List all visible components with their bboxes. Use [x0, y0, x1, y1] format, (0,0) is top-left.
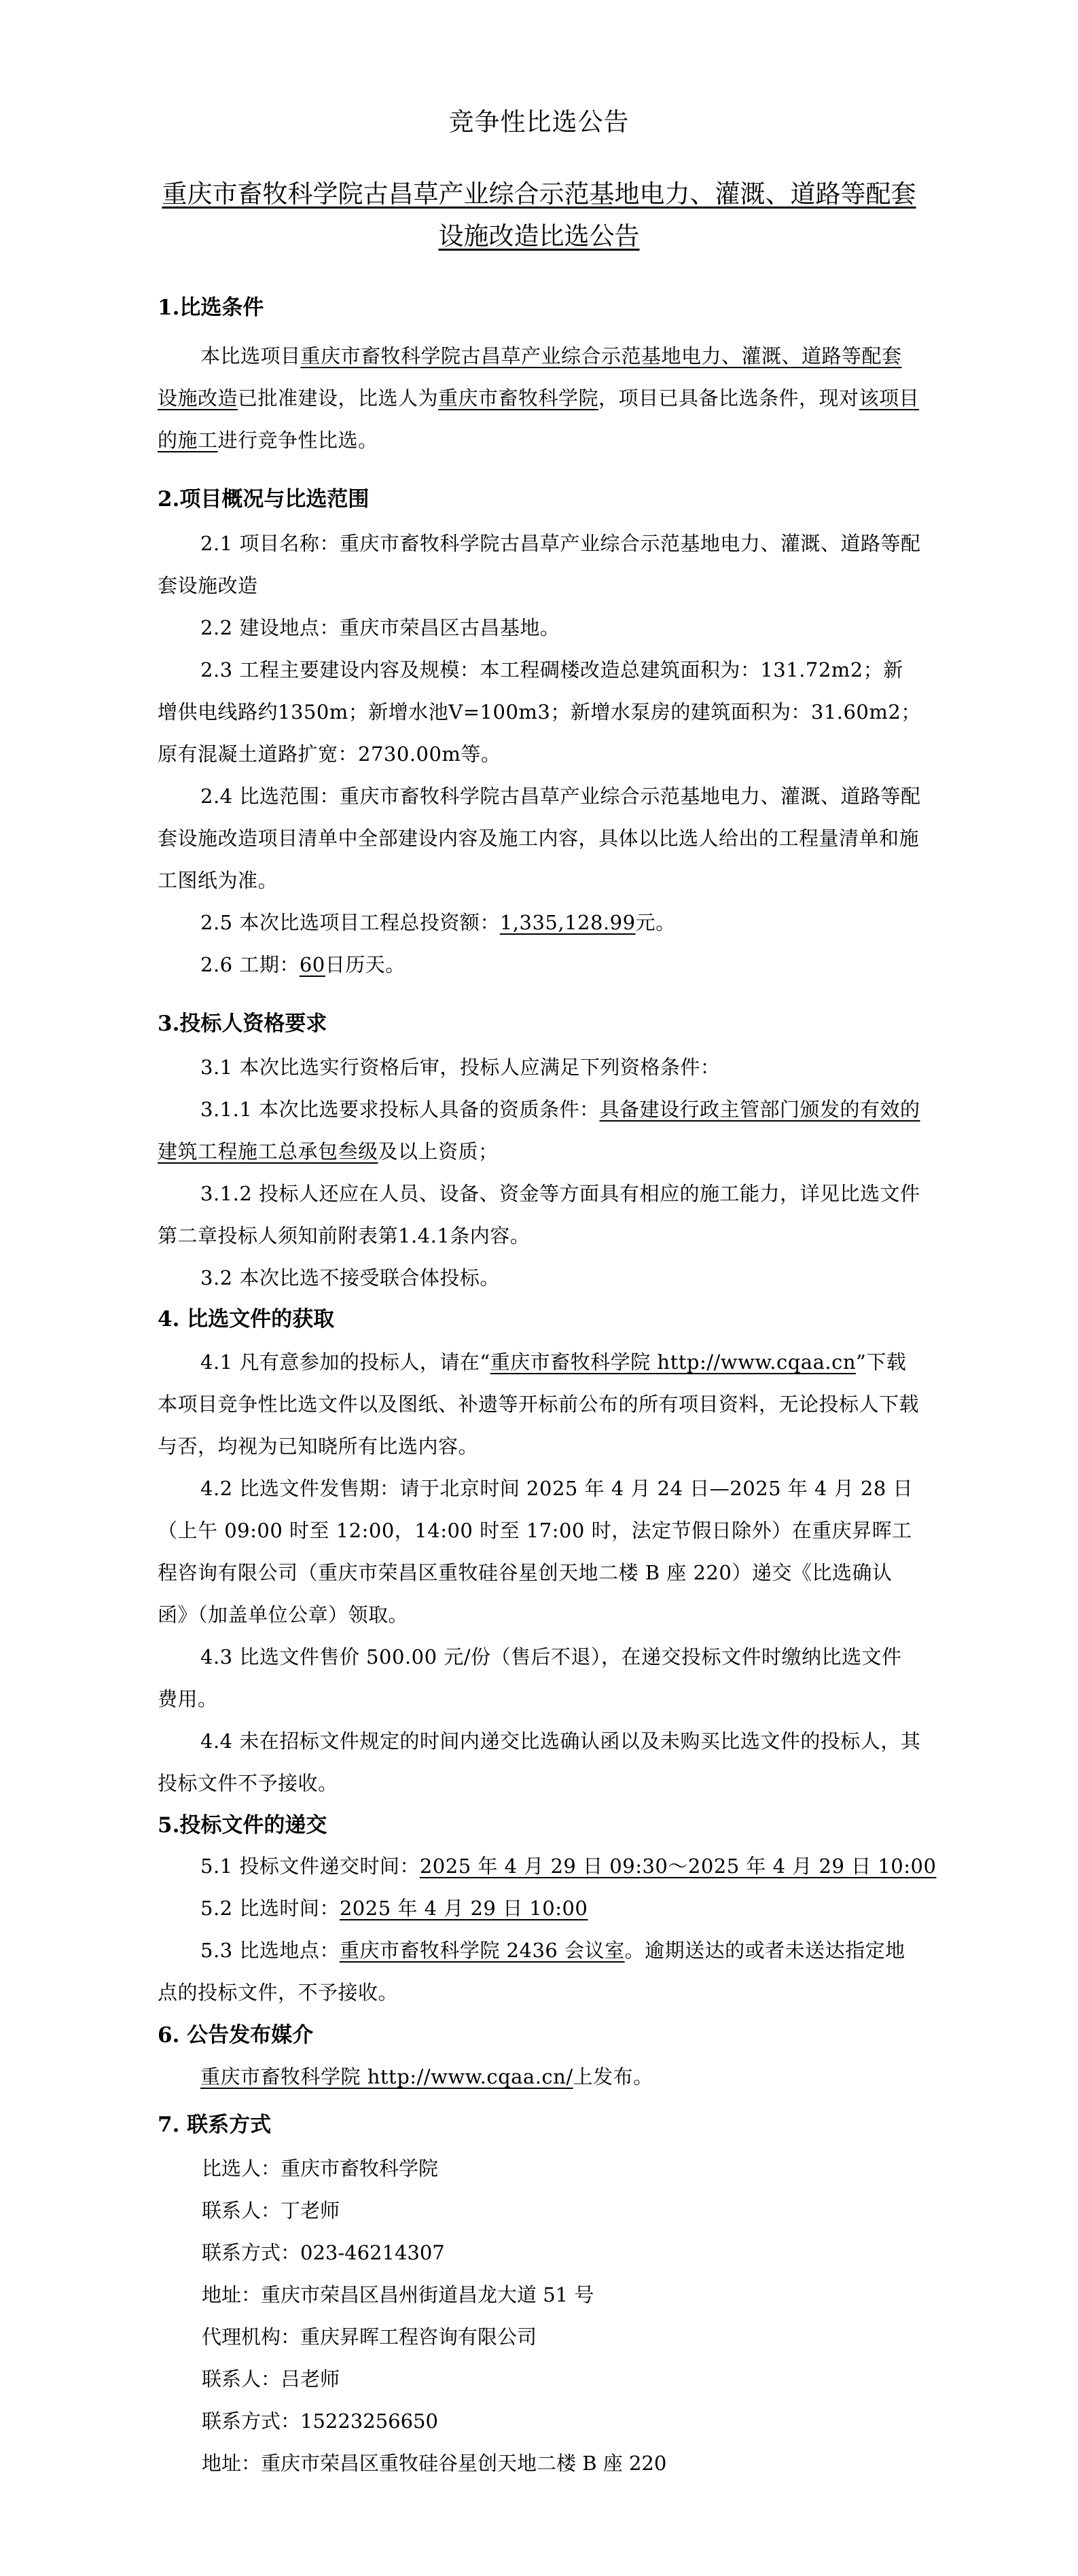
section-1-heading: 1.比选条件	[158, 296, 264, 320]
item-5-1: 5.1 投标文件递交时间：2025 年 4 月 29 日 09:30～2025 年 4 月 29 日 10:00	[200, 1855, 937, 1878]
submission-time: 2025 年 4 月 29 日 09:30～2025 年 4 月 29 日 10:00	[419, 1855, 937, 1878]
project-name: 重庆市畜牧科学院古昌草产业综合示范基地电力、灌溉、道路等配套设施改造	[158, 344, 902, 410]
selection-location: 重庆市畜牧科学院 2436 会议室	[339, 1939, 625, 1962]
section-6-heading: 6. 公告发布媒介	[158, 2023, 314, 2047]
subtitle	[156, 173, 922, 257]
contact-address-1: 地址：重庆市荣昌区昌州街道昌龙大道 51 号	[202, 2283, 594, 2306]
owner-name: 重庆市畜牧科学院	[438, 387, 599, 410]
contact-address-2: 地址：重庆市荣昌区重牧硅谷星创天地二楼 B 座 220	[202, 2452, 667, 2475]
item-5-3: 5.3 比选地点：重庆市畜牧科学院 2436 会议室。逾期送达的或者未送达指定地点的投标文件，不予接收。	[158, 1939, 905, 2004]
qualification-requirement: 具备建设行政主管部门颁发的有效的建筑工程施工总承包叁级	[158, 1098, 920, 1163]
item-3-1: 3.1 本次比选实行资格后审，投标人应满足下列资格条件：	[200, 1056, 721, 1079]
item-2-4: 2.4 比选范围：重庆市畜牧科学院古昌草产业综合示范基地电力、灌溉、道路等配套设施改造项目清单中全部建设内容及施工内容，具体以比选人给出的工程量清单和施工图纸为准。	[158, 785, 921, 892]
item-4-1: 4.1 凡有意参加的投标人，请在“重庆市畜牧科学院 http://www.cqaa.cn”下载本项目竞争性比选文件以及图纸、补遗等开标前公布的所有项目资料，无论投标人下载与否，均视为已知晓所有比选内容。	[158, 1350, 920, 1458]
section-4-heading: 4. 比选文件的获取	[158, 1307, 335, 1331]
page-title: 竞争性比选公告	[448, 107, 630, 137]
agency-name: 代理机构：重庆昇晖工程咨询有限公司	[202, 2325, 537, 2348]
contact-phone-2: 联系方式：15223256650	[202, 2410, 438, 2433]
item-4-3: 4.3 比选文件售价 500.00 元/份（售后不退），在递交投标文件时缴纳比选文件费用。	[158, 1645, 902, 1711]
item-2-1: 2.1 项目名称：重庆市畜牧科学院古昌草产业综合示范基地电力、灌溉、道路等配套设施改造	[158, 532, 921, 597]
contact-person-1: 联系人：丁老师	[202, 2199, 340, 2222]
total-investment: 1,335,128.99	[499, 911, 636, 934]
item-2-6: 2.6 工期：60日历天。	[200, 953, 406, 976]
subtitle-line-1: 重庆市畜牧科学院古昌草产业综合示范基地电力、灌溉、道路等配套	[162, 179, 916, 209]
item-2-3: 2.3 工程主要建设内容及规模：本工程碉楼改造总建筑面积为：131.72m2；新增供电线路约1350m；新增水池V=100m3；新增水泵房的建筑面积为：31.60m2；原有混凝土道路扩宽：2730.00m等。	[158, 658, 921, 766]
item-2-5: 2.5 本次比选项目工程总投资额：1,335,128.99元。	[200, 911, 676, 934]
item-5-2: 5.2 比选时间：2025 年 4 月 29 日 10:00	[200, 1897, 588, 1920]
bid-scope: 该项目的施工	[158, 387, 920, 452]
contact-selector: 比选人：重庆市畜牧科学院	[202, 2157, 439, 2180]
section-7-heading: 7. 联系方式	[158, 2113, 272, 2137]
duration-days: 60	[299, 953, 325, 976]
contact-person-2: 联系人：吕老师	[202, 2367, 340, 2391]
item-3-2: 3.2 本次比选不接受联合体投标。	[200, 1266, 500, 1289]
item-4-4: 4.4 未在招标文件规定的时间内递交比选确认函以及未购买比选文件的投标人，其投标文件不予接收。	[158, 1730, 921, 1795]
item-3-1-1: 3.1.1 本次比选要求投标人具备的资质条件：具备建设行政主管部门颁发的有效的建筑工程施工总承包叁级及以上资质；	[158, 1098, 920, 1163]
download-site: 重庆市畜牧科学院 http://www.cqaa.cn	[490, 1350, 857, 1374]
publish-site: 重庆市畜牧科学院 http://www.cqaa.cn/	[200, 2065, 573, 2088]
section-2-heading: 2.项目概况与比选范围	[158, 487, 370, 512]
item-2-2: 2.2 建设地点：重庆市荣昌区古昌基地。	[200, 616, 560, 639]
item-3-1-2: 3.1.2 投标人还应在人员、设备、资金等方面具有相应的施工能力，详见比选文件第二章投标人须知前附表第1.4.1条内容。	[158, 1182, 920, 1247]
section-1-body: 本比选项目重庆市畜牧科学院古昌草产业综合示范基地电力、灌溉、道路等配套设施改造已批准建设，比选人为重庆市畜牧科学院，项目已具备比选条件，现对该项目的施工进行竞争性比选。	[158, 344, 920, 452]
section-3-heading: 3.投标人资格要求	[158, 1012, 327, 1036]
contact-phone-1: 联系方式：023-46214307	[202, 2241, 445, 2264]
selection-time: 2025 年 4 月 29 日 10:00	[339, 1897, 588, 1920]
item-4-2: 4.2 比选文件发售期：请于北京时间 2025 年 4 月 24 日—2025 年 4 月 28 日（上午 09:00 时至 12:00，14:00 时至 17:00 时，法定节假日除外）在重庆昇晖工程咨询有限公司（重庆市荣昌区重牧硅谷星创天地二楼 B 座 220）递交《比选确认函》（加盖单位公章）领取。	[158, 1477, 914, 1626]
subtitle-line-2: 设施改造比选公告	[438, 221, 640, 251]
publish-media: 重庆市畜牧科学院 http://www.cqaa.cn/上发布。	[200, 2065, 653, 2088]
section-5-heading: 5.投标文件的递交	[158, 1813, 327, 1838]
